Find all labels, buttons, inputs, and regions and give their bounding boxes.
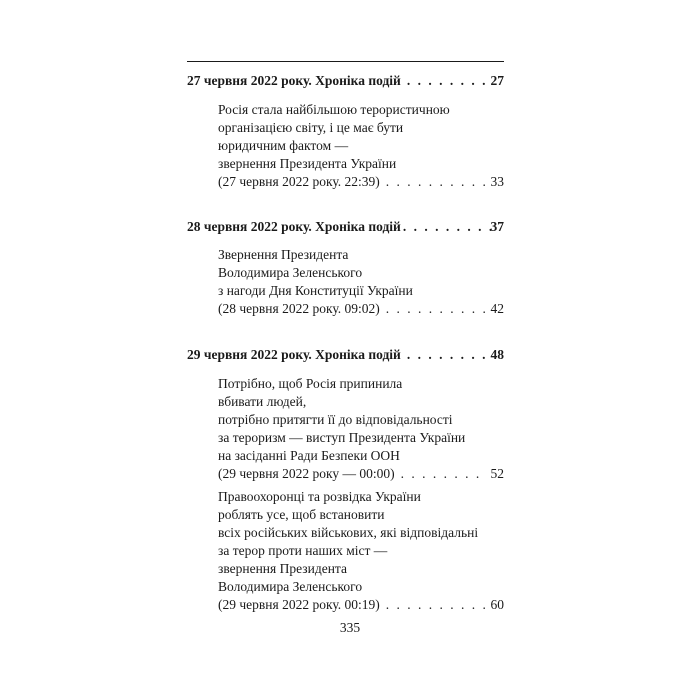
toc-entry: [218, 488, 504, 614]
entry-line: Володимира Зеленського: [218, 579, 363, 594]
entry-date: (27 червня 2022 року. 22:39): [218, 174, 380, 189]
top-rule: [187, 61, 504, 62]
section-page-number: 27: [490, 73, 504, 88]
entry-page-number: 60: [490, 597, 504, 612]
dot-leader: [386, 300, 485, 318]
entry-line: всіх російських військових, які відповідальні: [218, 525, 479, 540]
entry-date: (28 червня 2022 року. 09:02): [218, 301, 380, 316]
entry-line: організацією світу, і це має бути: [218, 120, 404, 135]
entry-line: юридичним фактом —: [218, 138, 349, 153]
entry-line: Росія стала найбільшою терористичною: [218, 102, 450, 117]
entry-line: Звернення Президента: [218, 247, 349, 262]
section-title: 29 червня 2022 року. Хроніка подій: [187, 347, 401, 362]
entry-line: Правоохоронці та розвідка України: [218, 489, 421, 504]
dot-leader: [386, 173, 485, 191]
entry-date: (29 червня 2022 року. 00:19): [218, 597, 380, 612]
page-number: 335: [339, 620, 361, 635]
entry-line: на засіданні Ради Безпеки ООН: [218, 448, 400, 463]
toc-section-heading: [187, 72, 504, 90]
entry-line: звернення Президента: [218, 561, 347, 576]
entry-line: за терор проти наших міст —: [218, 543, 388, 558]
entry-line: вбивати людей,: [218, 394, 307, 409]
dot-leader: [401, 465, 485, 483]
dot-leader: [386, 596, 485, 614]
toc-section-heading: [187, 218, 504, 236]
entry-date: (29 червня 2022 року — 00:00): [218, 466, 395, 481]
toc-entry: [218, 375, 504, 483]
entry-line: роблять усе, щоб встановити: [218, 507, 385, 522]
entry-line: Потрібно, щоб Росія припинила: [218, 376, 403, 391]
dot-leader: [403, 218, 491, 236]
entry-page-number: 52: [490, 466, 504, 481]
section-title: 27 червня 2022 року. Хроніка подій: [187, 73, 401, 88]
toc-entry: [218, 246, 504, 318]
section-title: 28 червня 2022 року. Хроніка подій: [187, 219, 401, 234]
dot-leader: [407, 346, 485, 364]
entry-line: з нагоди Дня Конституції України: [218, 283, 413, 298]
entry-last-line: [218, 596, 504, 614]
section-page-number: 48: [490, 347, 504, 362]
entry-line: за тероризм — виступ Президента України: [218, 430, 466, 445]
entry-page-number: 42: [490, 301, 504, 316]
section-page-number: 37: [490, 219, 504, 234]
entry-page-number: 33: [490, 174, 504, 189]
entry-last-line: [218, 300, 504, 318]
entry-line: Володимира Зеленського: [218, 265, 363, 280]
toc-entry: [218, 101, 504, 191]
entry-last-line: [218, 465, 504, 483]
dot-leader: [407, 72, 485, 90]
entry-line: звернення Президента України: [218, 156, 397, 171]
entry-last-line: [218, 173, 504, 191]
entry-line: потрібно притягти її до відповідальності: [218, 412, 453, 427]
toc-section-heading: [187, 346, 504, 364]
